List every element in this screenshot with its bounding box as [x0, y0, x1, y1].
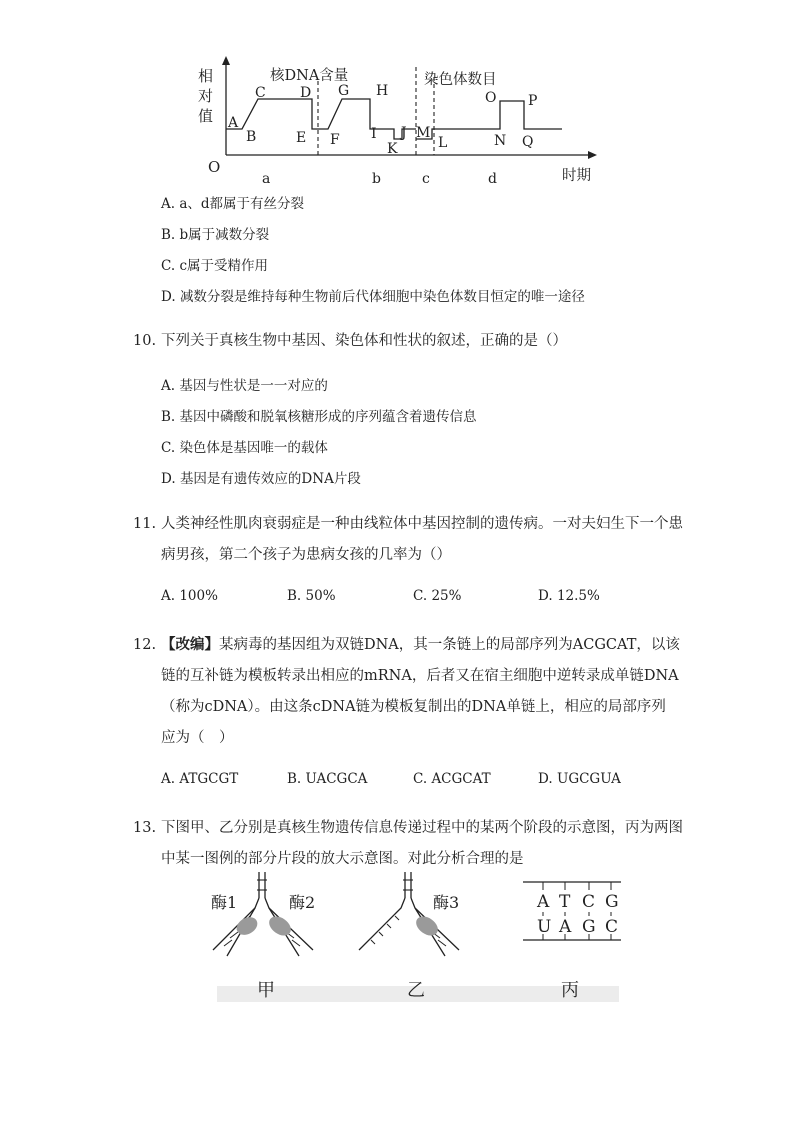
- q9-option-a-letter: A.: [161, 196, 176, 212]
- y-axis-arrow: [222, 56, 230, 65]
- strand-top-base-2: T: [559, 892, 571, 912]
- q9-option-b-letter: B.: [161, 227, 176, 243]
- q12-option-c[interactable]: [413, 771, 491, 787]
- q10-stem: [133, 329, 567, 350]
- q11-option-b-letter: B.: [287, 588, 302, 604]
- q11-option-b[interactable]: [287, 588, 336, 604]
- strand-top-base-1: A: [537, 892, 550, 912]
- y-axis-label-2: 对: [198, 87, 214, 105]
- q12-stem-text-4: 应为（ ）: [161, 730, 234, 746]
- q11-option-a-text: 100%: [179, 588, 218, 604]
- point-label-J: J: [401, 125, 407, 141]
- q10-option-a[interactable]: [161, 374, 328, 394]
- q9-option-a[interactable]: [161, 192, 304, 212]
- q12-stem-line1: [133, 633, 680, 654]
- phase-label-a: a: [262, 171, 271, 187]
- q12-option-b-letter: B.: [287, 771, 302, 787]
- q13-stem-text-1: 下图甲、乙分别是真核生物遗传信息传递过程中的某两个阶段的示意图，丙为两图: [161, 820, 683, 836]
- q10-option-d[interactable]: [161, 467, 361, 487]
- q11-option-a[interactable]: [161, 588, 218, 604]
- point-label-Q: Q: [522, 134, 534, 150]
- enzyme-2-label: 酶2: [289, 893, 316, 912]
- origin-label: O: [208, 158, 221, 176]
- y-axis-label-1: 相: [198, 67, 214, 85]
- q12-stem-text-2: 链的互补链为模板转录出相应的mRNA，后者又在宿主细胞中逆转录成单链DNA: [161, 668, 679, 684]
- q12-option-a-text: ATGCGT: [179, 771, 239, 787]
- point-label-I: I: [371, 126, 377, 142]
- q12-option-b-text: UACGCA: [305, 771, 368, 787]
- q12-option-c-text: ACGCAT: [431, 771, 491, 787]
- point-label-H: H: [376, 83, 389, 99]
- phase-label-c: c: [422, 171, 430, 187]
- figure-1-graph: [190, 55, 610, 190]
- q12-option-a[interactable]: [161, 771, 238, 787]
- y-axis-label-3: 值: [198, 107, 214, 125]
- point-label-M: M: [416, 125, 431, 141]
- q12-number: 12.: [133, 637, 157, 653]
- strand-bottom-base-4: C: [605, 917, 619, 937]
- point-label-B: B: [246, 129, 257, 145]
- q10-number: 10.: [133, 333, 157, 349]
- q11-option-d-letter: D.: [538, 588, 553, 604]
- point-label-L: L: [438, 135, 448, 151]
- figure-2-replication-transcription: [205, 868, 625, 1004]
- point-label-F: F: [330, 132, 340, 148]
- q10-option-b-letter: B.: [161, 409, 176, 425]
- point-label-O: O: [485, 90, 497, 106]
- q12-stem-line2: [161, 664, 679, 685]
- point-label-C: C: [255, 85, 266, 101]
- q9-option-b[interactable]: [161, 223, 269, 243]
- title-chromosome-number: 染色体数目: [424, 72, 497, 88]
- q12-tag: 【改编】: [161, 636, 219, 653]
- q10-stem-text: 下列关于真核生物中基因、染色体和性状的叙述，正确的是（）: [161, 333, 567, 349]
- q10-option-d-letter: D.: [161, 471, 176, 487]
- point-label-G: G: [338, 83, 350, 99]
- point-label-K: K: [387, 141, 398, 157]
- q12-option-c-letter: C.: [413, 771, 428, 787]
- q10-option-a-text: 基因与性状是一一对应的: [179, 378, 328, 394]
- strand-bottom-base-3: G: [582, 917, 596, 937]
- caption-bing: 丙: [561, 980, 579, 1001]
- q12-option-b[interactable]: [287, 771, 367, 787]
- q10-option-a-letter: A.: [161, 378, 176, 394]
- point-label-N: N: [494, 133, 507, 149]
- q9-option-c-text: c属于受精作用: [179, 258, 268, 274]
- q13-stem-line2: [161, 847, 524, 868]
- chromosome-number-curve: [416, 101, 562, 139]
- title-dna-content: 核DNA含量: [270, 68, 349, 84]
- q9-option-d-text: 减数分裂是维持每种生物前后代体细胞中染色体数目恒定的唯一途径: [179, 289, 585, 305]
- q11-option-d[interactable]: [538, 588, 600, 604]
- strand-bottom-base-1: U: [537, 917, 552, 937]
- diagram-jia: [213, 872, 316, 956]
- q9-option-b-text: b属于减数分裂: [179, 227, 270, 243]
- caption-jia: 甲: [257, 980, 275, 1001]
- q10-option-d-text: 基因是有遗传效应的DNA片段: [179, 471, 361, 487]
- enzyme-3-label: 酶3: [433, 893, 460, 912]
- q9-option-c[interactable]: [161, 254, 268, 274]
- q11-stem-text-2: 病男孩，第二个孩子为患病女孩的几率为（）: [161, 547, 451, 563]
- q11-option-a-letter: A.: [161, 588, 176, 604]
- enzyme-1-shape: [233, 914, 260, 939]
- point-label-P: P: [528, 93, 538, 109]
- q12-option-d[interactable]: [538, 771, 621, 787]
- point-label-E: E: [296, 130, 307, 146]
- q10-option-c[interactable]: [161, 436, 328, 456]
- q10-option-c-letter: C.: [161, 440, 176, 456]
- q12-stem-line4: [161, 726, 234, 747]
- q11-stem-line2: [161, 543, 451, 564]
- q11-number: 11.: [133, 516, 157, 532]
- q11-option-c-letter: C.: [413, 588, 428, 604]
- q13-stem-line1: [133, 816, 683, 837]
- phase-label-d: d: [488, 171, 497, 187]
- q10-option-b-text: 基因中磷酸和脱氧核糖形成的序列蕴含着遗传信息: [179, 409, 477, 425]
- q12-option-d-text: UGCGUA: [556, 771, 621, 787]
- q11-stem-line1: [133, 512, 683, 533]
- q12-stem-line3: [161, 695, 666, 716]
- x-axis-arrow: [588, 151, 597, 159]
- q10-option-b[interactable]: [161, 405, 477, 425]
- q11-option-c-text: 25%: [431, 588, 462, 604]
- q12-stem-text-3: （称为cDNA）。由这条cDNA链为模板复制出的DNA单链上，相应的局部序列: [161, 699, 666, 715]
- q9-option-d-letter: D.: [161, 289, 176, 305]
- q9-option-d[interactable]: [161, 285, 585, 305]
- phase-label-b: b: [372, 171, 381, 187]
- q11-option-b-text: 50%: [305, 588, 336, 604]
- point-label-D: D: [300, 85, 312, 101]
- strand-bottom-base-2: A: [559, 917, 572, 937]
- q9-option-a-text: a、d都属于有丝分裂: [179, 196, 305, 212]
- q13-number: 13.: [133, 820, 157, 836]
- q12-stem-text-1: 某病毒的基因组为双链DNA，其一条链上的局部序列为ACGCAT，以该: [219, 637, 680, 653]
- q13-stem-text-2: 中某一图例的部分片段的放大示意图。对此分析合理的是: [161, 851, 524, 867]
- q10-option-c-text: 染色体是基因唯一的载体: [179, 440, 328, 456]
- q11-option-d-text: 12.5%: [556, 588, 600, 604]
- x-axis-label: 时期: [562, 168, 591, 184]
- q12-option-a-letter: A.: [161, 771, 176, 787]
- q12-option-d-letter: D.: [538, 771, 553, 787]
- q11-stem-text-1: 人类神经性肌肉衰弱症是一种由线粒体中基因控制的遗传病。一对夫妇生下一个患: [161, 516, 683, 532]
- strand-top-base-4: G: [605, 892, 619, 912]
- point-label-A: A: [228, 115, 239, 131]
- strand-top-base-3: C: [582, 892, 596, 912]
- enzyme-1-label: 酶1: [211, 893, 238, 912]
- q9-option-c-letter: C.: [161, 258, 176, 274]
- diagram-yi: [359, 872, 459, 956]
- caption-yi: 乙: [407, 980, 425, 1001]
- q11-option-c[interactable]: [413, 588, 461, 604]
